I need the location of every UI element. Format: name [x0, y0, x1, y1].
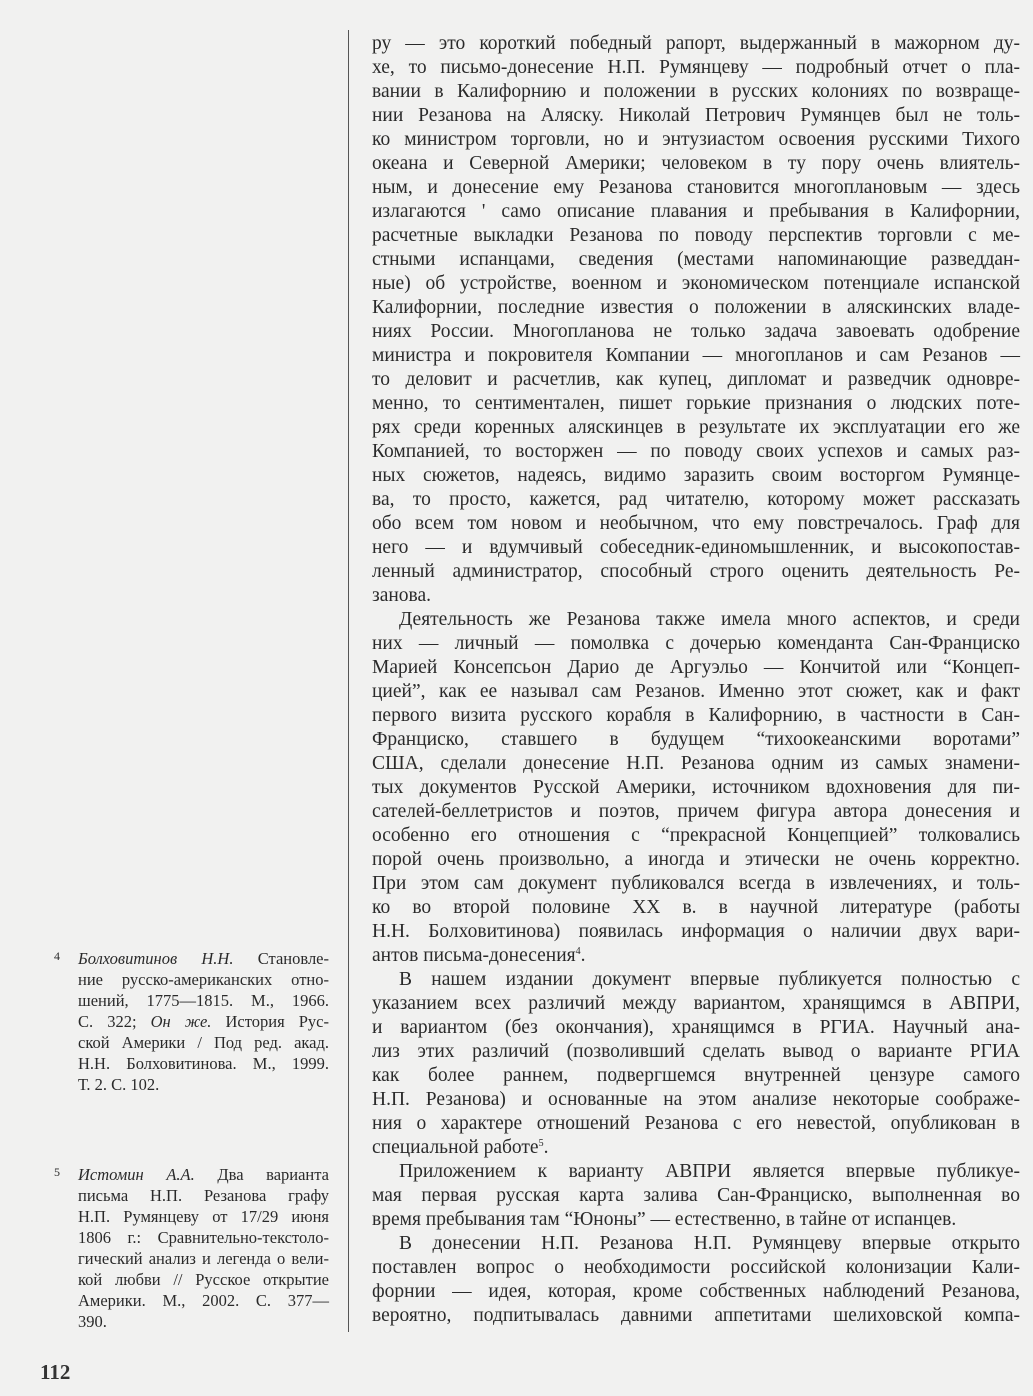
text-line [372, 128, 1020, 152]
text-line [372, 1304, 1020, 1328]
text-line [372, 704, 1020, 728]
text-segment: История Рус- [211, 1012, 329, 1031]
text-line [78, 1074, 329, 1095]
text-segment: ные) об устройстве, военном и экономическом потенциале испанской [372, 273, 1020, 294]
text-line [372, 920, 1020, 944]
text-segment: время пребывания там “Юноны” — естественно, в тайне от испанцев. [372, 1209, 957, 1230]
text-line [372, 752, 1020, 776]
text-line [78, 1011, 329, 1032]
text-line [78, 1290, 329, 1311]
text-segment: ва, то просто, кажется, рад читателю, которому может рассказать [372, 489, 1020, 510]
text-segment: кой любви // Русское открытие [78, 1270, 329, 1289]
text-line [372, 1184, 1020, 1208]
text-segment: гический анализ и легенда о вели- [78, 1249, 329, 1268]
text-segment: С. 322; [78, 1012, 151, 1031]
main-text-column [372, 32, 1020, 1328]
text-segment: тых документов Русской Америки, источником вдохновения для пи- [372, 777, 1020, 798]
text-segment: ко во второй половине XX в. в научной литературе (работы [372, 897, 1020, 918]
text-segment: стными испанцами, сведения (местами напоминающие разведдан- [372, 249, 1020, 270]
text-line [372, 1232, 1020, 1256]
text-line [372, 512, 1020, 536]
text-segment: обо всем том новом и необычном, что ему повстречалось. Граф для [372, 513, 1020, 534]
text-segment: них — личный — помолвка с дочерью коменданта Сан-Франциско [372, 633, 1020, 654]
text-segment: В донесении Н.П. Резанова Н.П. Румянцеву впервые открыто [399, 1233, 1020, 1254]
text-line [78, 1269, 329, 1290]
text-segment: хе, то письмо-донесение Н.П. Румянцеву — подробный отчет о пла- [372, 57, 1020, 78]
text-line [78, 1053, 329, 1074]
text-line [372, 1160, 1020, 1184]
text-segment: Два варианта [194, 1165, 329, 1184]
text-segment: ния о характере отношений Резанова с его невестой, опубликован в [372, 1113, 1020, 1134]
text-segment: как более раннем, подвергшемся внутренней цензуре самого [372, 1065, 1020, 1086]
text-segment: Компанией, то восторжен — по поводу своих успехов и самых раз- [372, 441, 1020, 462]
footnote-5 [54, 1164, 329, 1332]
text-segment: ленный администратор, способный строго оценить деятельность Ре- [372, 561, 1020, 582]
text-line [372, 320, 1020, 344]
text-line [372, 392, 1020, 416]
text-segment: ской Америки / Под ред. акад. [78, 1033, 329, 1052]
text-segment: Становле- [233, 949, 330, 968]
text-line [372, 248, 1020, 272]
text-line [372, 488, 1020, 512]
text-line [372, 56, 1020, 80]
text-segment: Т. 2. С. 102. [78, 1075, 160, 1094]
text-segment: излагаются ' само описание плавания и пребывания в Калифорнии, [372, 201, 1020, 222]
text-line [78, 1206, 329, 1227]
text-segment: него — и вдумчивый собеседник-единомышленник, и высокопостав- [372, 537, 1020, 558]
text-line [372, 872, 1020, 896]
text-segment: ным, и донесение ему Резанова становится многоплановым — здесь [372, 177, 1020, 198]
text-line [372, 464, 1020, 488]
text-line [372, 1256, 1020, 1280]
text-line [78, 1248, 329, 1269]
text-line [372, 368, 1020, 392]
text-segment: вании в Калифорнию и положении в русских колониях по возвраще- [372, 81, 1020, 102]
column-divider [348, 30, 349, 1332]
text-line [372, 224, 1020, 248]
text-line [372, 824, 1020, 848]
footnote-4 [54, 948, 330, 1095]
text-line [78, 1164, 329, 1185]
text-segment: рях среди коренных аляскинцев в результате их эксплуатации его же [372, 417, 1020, 438]
text-line [372, 1280, 1020, 1304]
text-line [372, 608, 1020, 632]
text-segment: то деловит и расчетлив, как купец, дипломат и разведчик одновре- [372, 369, 1020, 390]
text-segment: . [543, 1137, 549, 1158]
text-segment: ко министром торговли, но и энтузиастом освоения русскими Тихого [372, 129, 1020, 150]
text-line [372, 1208, 1020, 1232]
text-line [372, 344, 1020, 368]
text-segment: Калифорнии, последние известия о положении в аляскинских владе- [372, 297, 1020, 318]
text-line [372, 584, 1020, 608]
text-segment: сателей-беллетристов и поэтов, причем фигура автора донесения и [372, 801, 1020, 822]
page-number: 112 [40, 1360, 71, 1384]
text-segment: океана и Северной Америки; человеком в ту пору очень влиятель- [372, 153, 1020, 174]
text-line [372, 272, 1020, 296]
text-line [372, 968, 1020, 992]
text-segment: форнии — идея, которая, кроме собственных наблюдений Резанова, [372, 1281, 1020, 1302]
text-segment: 390. [78, 1312, 107, 1331]
text-line [78, 1227, 329, 1248]
text-segment: Франциско, ставшего в будущем “тихоокеанскими воротами” [372, 729, 1020, 750]
text-segment: Америки. М., 2002. С. 377— [78, 1291, 329, 1310]
text-segment: ру — это короткий победный рапорт, выдержанный в мажорном ду- [372, 33, 1020, 54]
text-line [372, 1040, 1020, 1064]
text-segment: нии Резанова на Аляску. Николай Петрович Румянцев был не толь- [372, 105, 1020, 126]
text-line [372, 848, 1020, 872]
text-line [372, 1064, 1020, 1088]
text-line [372, 200, 1020, 224]
text-segment: ниях России. Многопланова не только задача завоевать одобрение [372, 321, 1020, 342]
text-line [372, 296, 1020, 320]
text-line [78, 1185, 329, 1206]
text-line [372, 1136, 1020, 1160]
text-line [372, 944, 1020, 968]
text-line [372, 728, 1020, 752]
text-segment: указанием всех различий между вариантом, хранящимся в АВПРИ, [372, 993, 1020, 1014]
text-segment: поставлен вопрос о необходимости российской колонизации Кали- [372, 1257, 1020, 1278]
text-segment: порой очень произвольно, а иногда и этически не очень корректно. [372, 849, 1020, 870]
text-line [372, 656, 1020, 680]
text-segment: особенно его отношения с “прекрасной Концепцией” толковались [372, 825, 1020, 846]
text-segment: вероятно, подпитывалась давними аппетитами шелиховской компа- [372, 1305, 1020, 1326]
text-line [372, 104, 1020, 128]
text-segment: США, сделали донесение Н.П. Резанова одним из самых знамени- [372, 753, 1020, 774]
text-segment: письма Н.П. Резанова графу [78, 1186, 329, 1205]
text-segment: менно, то сентиментален, пишет горькие признания о людских поте- [372, 393, 1020, 414]
text-segment: министра и покровителя Компании — многопланов и сам Резанов — [372, 345, 1020, 366]
text-line [78, 969, 329, 990]
text-segment: Он же. [150, 1012, 212, 1031]
text-segment: В нашем издании документ впервые публикуется полностью с [399, 969, 1020, 990]
text-line [372, 992, 1020, 1016]
text-segment: Деятельность же Резанова также имела много аспектов, и среди [399, 609, 1020, 630]
text-segment: 1806 г.: Сравнительно-текстоло- [78, 1228, 329, 1247]
text-segment: Марией Консепсьон Дарио де Аргуэльо — Кончитой или “Концеп- [372, 657, 1020, 678]
text-segment: специальной работе [372, 1137, 539, 1158]
text-segment: ние русско-американских отно- [78, 970, 329, 989]
text-line [372, 896, 1020, 920]
text-line [372, 536, 1020, 560]
text-line [372, 1016, 1020, 1040]
text-segment: Н.П. Румянцеву от 17/29 июня [78, 1207, 329, 1226]
text-segment: мая первая русская карта залива Сан-Франциско, выполненная во [372, 1185, 1020, 1206]
text-line [78, 990, 329, 1011]
text-segment: . [580, 945, 586, 966]
text-line [372, 632, 1020, 656]
text-line [372, 800, 1020, 824]
text-line [78, 1311, 329, 1332]
text-line [372, 80, 1020, 104]
text-line [372, 1112, 1020, 1136]
text-segment: расчетные выкладки Резанова по поводу перспектив торговли с ме- [372, 225, 1020, 246]
text-line [372, 560, 1020, 584]
footnote-reference: 4 [575, 946, 581, 957]
text-segment: шений, 1775—1815. М., 1966. [78, 991, 329, 1010]
text-line [372, 32, 1020, 56]
text-line [372, 440, 1020, 464]
text-line [372, 1088, 1020, 1112]
text-segment: антов письма-донесения [372, 945, 576, 966]
text-line [372, 680, 1020, 704]
text-line [372, 776, 1020, 800]
text-segment: Истомин А.А. [78, 1165, 195, 1184]
text-line [78, 1032, 329, 1053]
text-segment: первого визита русского корабля в Калифорнию, в частности в Сан- [372, 705, 1020, 726]
text-segment: Н.П. Резанова) и основанные на этом анализе некоторые соображе- [372, 1089, 1020, 1110]
text-line [372, 416, 1020, 440]
text-segment: ных сюжетов, надеясь, видимо заразить своим восторгом Румянце- [372, 465, 1020, 486]
text-segment: цией”, как ее называл сам Резанов. Именно этот сюжет, как и факт [372, 681, 1020, 702]
text-line [78, 948, 329, 969]
text-segment: При этом сам документ публиковался всегда в извлечениях, и толь- [372, 873, 1020, 894]
text-segment: Болховитинов Н.Н. [78, 949, 234, 968]
text-segment: Н.Н. Болховитинова) появилась информация о наличии двух вари- [372, 921, 1020, 942]
text-segment: Н.Н. Болховитинова. М., 1999. [78, 1054, 329, 1073]
footnote-reference: 5 [538, 1138, 544, 1149]
text-segment: Приложением к варианту АВПРИ является впервые публикуе- [399, 1161, 1020, 1182]
text-line [372, 152, 1020, 176]
text-segment: лиз этих различий (позволивший сделать вывод о варианте РГИА [372, 1041, 1020, 1062]
text-segment: и вариантом (без окончания), хранящимся в РГИА. Научный ана- [372, 1017, 1020, 1038]
text-segment: занова. [372, 585, 432, 606]
footnote-number: 4 [54, 949, 60, 963]
text-line [372, 176, 1020, 200]
footnote-number: 5 [54, 1165, 60, 1179]
